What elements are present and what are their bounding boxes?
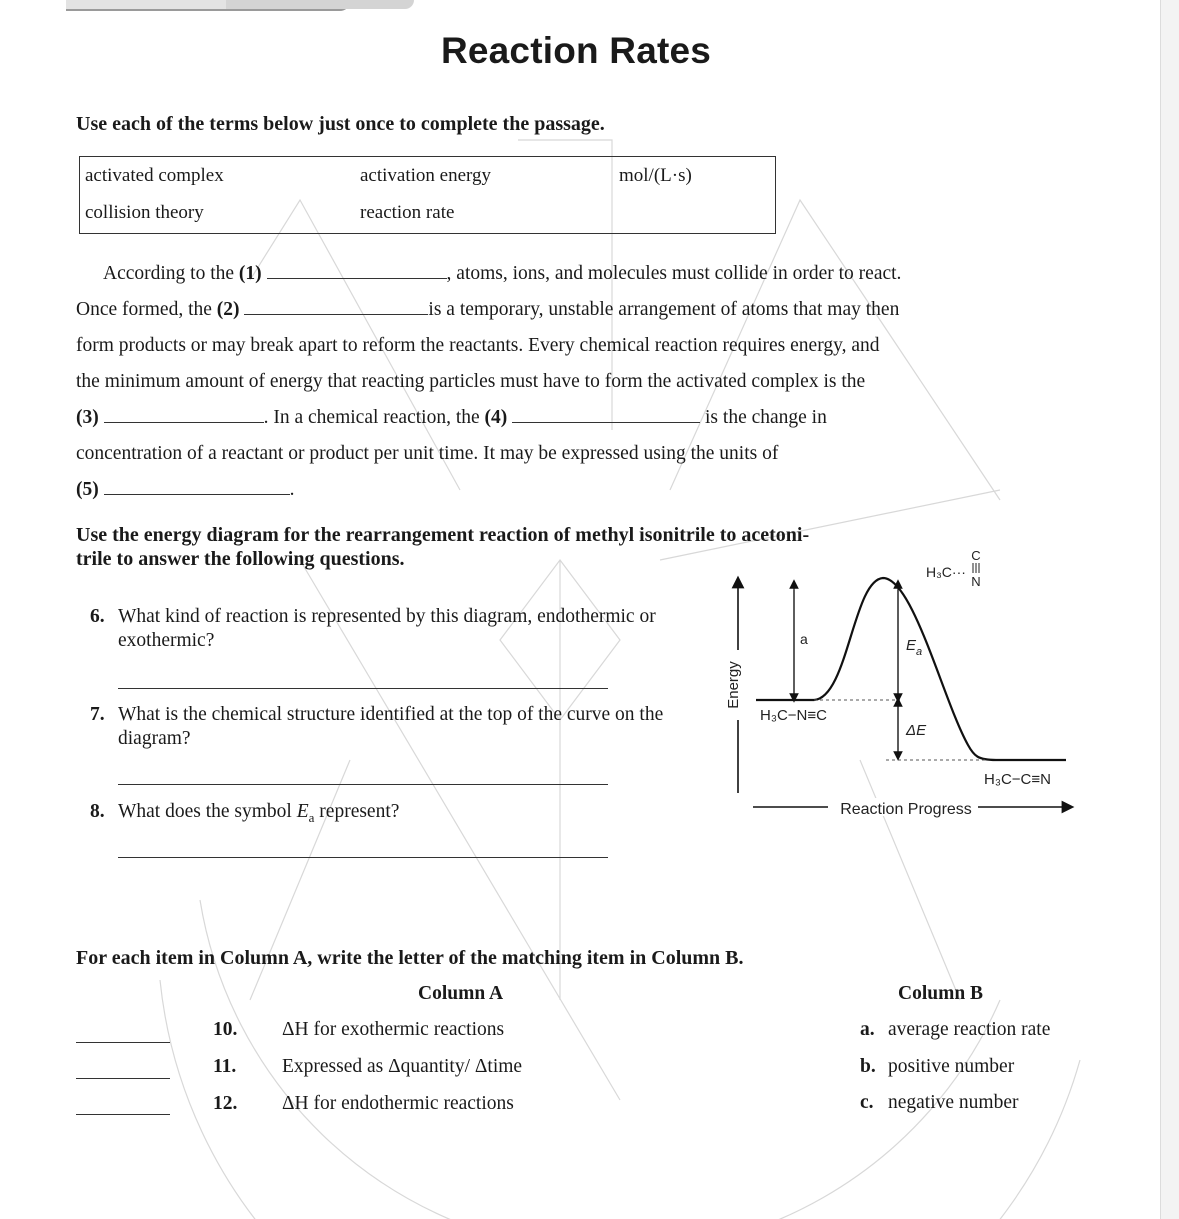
blank-2[interactable] (244, 292, 428, 315)
option-letter-a: a. (860, 1019, 875, 1040)
term-units: mol/(L·s) (619, 165, 692, 186)
blank-number-3: (3) (76, 407, 99, 428)
question-text: What kind of reaction is represented by this diagram, endothermic or (118, 606, 656, 627)
instruction-diagram-line-1: Use the energy diagram for the rearrangement reaction of methyl isonitrile to acetoni- (76, 524, 810, 546)
item-number-11: 11. (213, 1056, 237, 1077)
viewer-top-tab-inner (226, 0, 414, 9)
passage-text: , atoms, ions, and molecules must collide in order to react. (446, 263, 902, 284)
y-axis-label: Energy (725, 661, 742, 709)
label-delta-e: ΔE (906, 722, 927, 739)
match-blank-12[interactable] (76, 1114, 170, 1115)
question-number: 8. (90, 801, 105, 822)
blank-number-1: (1) (238, 263, 262, 284)
passage-line-3: form products or may break apart to reform the reactants. Every chemical reaction requires energy, and (76, 335, 880, 356)
page-title: Reaction Rates (440, 30, 712, 71)
option-text-b: positive number (888, 1056, 1015, 1077)
item-text-11: Expressed as Δquantity/ Δtime (282, 1056, 523, 1077)
term-reaction-rate: reaction rate (360, 202, 455, 223)
label-a: a (800, 631, 808, 647)
passage-line-7 (76, 472, 976, 508)
question-6 (90, 605, 710, 653)
viewer-right-edge (1160, 0, 1179, 1219)
transition-state-label: H₃C··· (926, 564, 966, 580)
blank-4[interactable] (512, 400, 700, 423)
passage-text: is a temporary, unstable arrangement of atoms that may then (428, 299, 900, 320)
question-7 (90, 703, 710, 751)
term-activation-energy: activation energy (360, 165, 492, 186)
x-axis-label: Reaction Progress (840, 801, 972, 818)
item-text-10: ΔH for exothermic reactions (282, 1019, 505, 1040)
blank-number-5: (5) (76, 479, 99, 500)
passage-line-6: concentration of a reactant or product per unit time. It may be expressed using the units of (76, 443, 779, 464)
question-text-post: represent? (314, 801, 400, 822)
instruction-terms: Use each of the terms below just once to complete the passage. (76, 113, 605, 135)
passage-text: is the change in (705, 407, 827, 428)
instruction-diagram-line-2: trile to answer the following questions. (76, 548, 405, 570)
column-a-header: Column A (418, 983, 504, 1004)
answer-line-8[interactable] (118, 857, 608, 858)
option-text-a: average reaction rate (888, 1019, 1051, 1040)
energy-diagram (718, 540, 1078, 825)
item-number-12: 12. (213, 1093, 238, 1114)
passage-text: Once formed, the (76, 299, 217, 320)
option-text-c: negative number (888, 1092, 1019, 1113)
term-bank (79, 156, 776, 234)
option-letter-b: b. (860, 1056, 876, 1077)
answer-line-7[interactable] (118, 784, 608, 785)
answer-line-6[interactable] (118, 688, 608, 689)
question-text: What is the chemical structure identified at the top of the curve on the (118, 704, 664, 725)
question-text (118, 800, 710, 830)
blank-1[interactable] (267, 256, 447, 279)
match-blank-11[interactable] (76, 1078, 170, 1079)
passage-text: . In a chemical reaction, the (263, 407, 485, 428)
instruction-diagram (76, 523, 809, 571)
blank-number-4: (4) (484, 407, 508, 428)
column-b-header: Column B (898, 983, 984, 1004)
term-collision-theory: collision theory (85, 202, 204, 223)
question-text: exothermic? (118, 630, 215, 651)
blank-3[interactable] (104, 400, 264, 423)
question-number: 6. (90, 606, 105, 627)
question-text: diagram? (118, 728, 191, 749)
symbol-e: E (296, 801, 309, 822)
option-letter-c: c. (860, 1092, 874, 1113)
transition-state-c: C (971, 548, 981, 563)
passage-line-5 (76, 400, 976, 436)
instruction-matching: For each item in Column A, write the letter of the matching item in Column B. (76, 947, 744, 969)
passage (76, 256, 976, 508)
blank-number-2: (2) (216, 299, 240, 320)
product-label: H₃C−C≡N (984, 771, 1051, 788)
viewer-top-tab (66, 0, 350, 11)
symbol-subscript-a: a (308, 809, 315, 825)
transition-state-n: N (971, 574, 981, 589)
term-activated-complex: activated complex (85, 165, 224, 186)
passage-line-2 (76, 292, 976, 328)
question-8 (90, 800, 710, 830)
passage-text: . (289, 479, 295, 500)
match-blank-10[interactable] (76, 1042, 170, 1043)
item-number-10: 10. (213, 1019, 238, 1040)
question-text-pre: What does the symbol (118, 801, 297, 822)
passage-text: According to the (103, 263, 239, 284)
label-ea: $E_a$ (906, 637, 923, 658)
reactant-label: H₃C−N≡C (760, 707, 827, 724)
passage-line-4: the minimum amount of energy that reacting particles must have to form the activated complex is the (76, 371, 866, 392)
passage-line-1 (76, 256, 976, 292)
blank-5[interactable] (104, 472, 290, 495)
question-number: 7. (90, 704, 105, 725)
item-text-12: ΔH for endothermic reactions (282, 1093, 514, 1114)
